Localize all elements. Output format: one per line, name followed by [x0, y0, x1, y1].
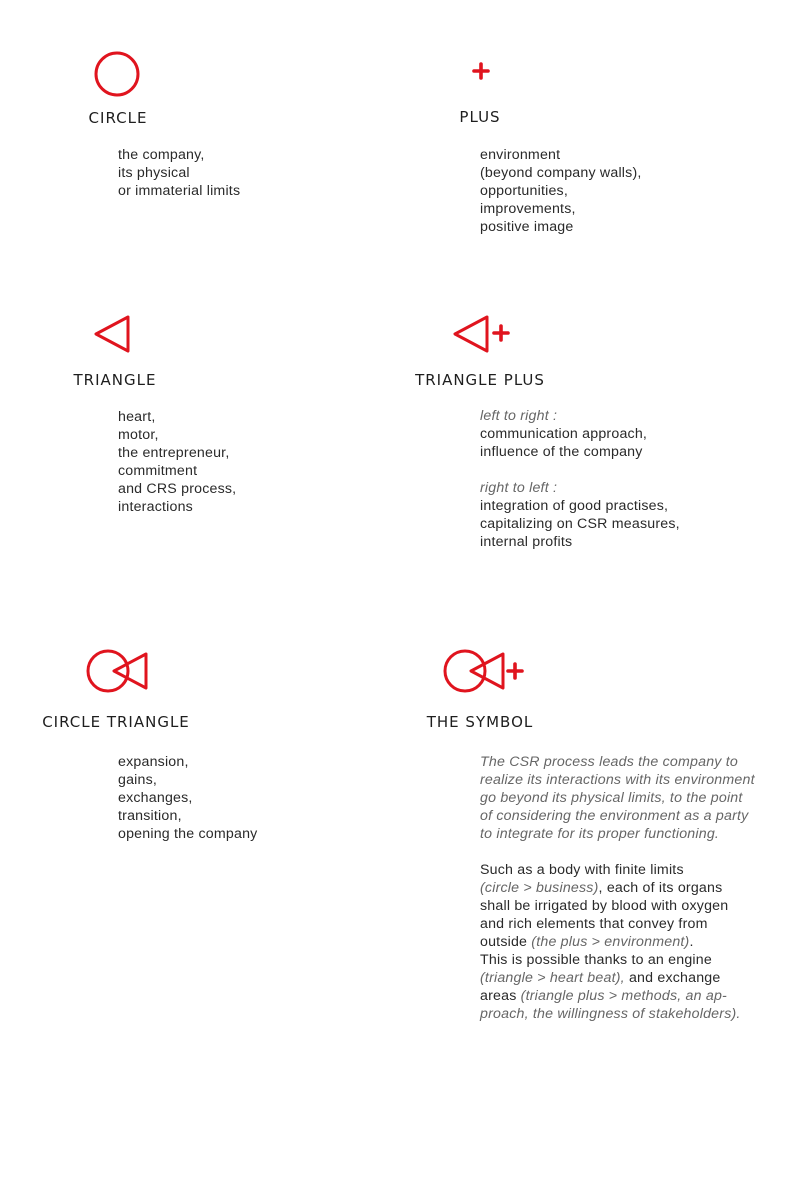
section-title-triangle-plus: TRIANGLE PLUS [415, 371, 545, 389]
section-text-symbol [480, 753, 755, 1023]
circle-icon [94, 51, 140, 97]
text-line: gains, [118, 772, 158, 788]
inline-text: areas [480, 988, 521, 1004]
direction-label-rtl: right to left : [480, 480, 558, 496]
text-line: and CRS process, [118, 481, 237, 497]
text-line: of considering the environment as a party [480, 808, 749, 824]
text-line: and rich elements that convey from [480, 916, 708, 932]
section-text-circle [118, 146, 240, 200]
paragraph-gap [480, 461, 680, 479]
inline-note: (triangle > heart beat), [480, 970, 625, 986]
text-line: or immaterial limits [118, 183, 241, 199]
section-text-triangle-plus [480, 407, 680, 551]
text-line: to integrate for its proper functioning. [480, 826, 720, 842]
section-title-circle: CIRCLE [88, 109, 148, 127]
text-line: transition, [118, 808, 182, 824]
text-line: environment [480, 147, 561, 163]
text-line: proach, the willingness of stakeholders). [480, 1006, 741, 1022]
inline-text: . [689, 934, 694, 950]
text-line: exchanges, [118, 790, 193, 806]
direction-label-ltr: left to right : [480, 408, 558, 424]
symbol-body-paragraph [480, 861, 755, 1023]
text-line [480, 987, 755, 1005]
text-line: commitment [118, 463, 198, 479]
text-line: improvements, [480, 201, 576, 217]
text-line: the entrepreneur, [118, 445, 230, 461]
section-text-circle-triangle [118, 753, 257, 843]
section-title-symbol: THE SYMBOL [426, 713, 534, 731]
text-line: go beyond its physical limits, to the point [480, 790, 743, 806]
text-line: internal profits [480, 534, 573, 550]
text-line: This is possible thanks to an engine [480, 952, 712, 968]
text-line [480, 933, 755, 951]
triangle-plus-icon [451, 314, 513, 354]
inline-note: (triangle plus > methods, an ap- [520, 988, 727, 1004]
circle-triangle-icon [86, 649, 150, 693]
section-text-plus [480, 146, 642, 236]
inline-note: (circle > business) [480, 880, 599, 896]
section-title-plus: PLUS [459, 108, 501, 126]
text-line: capitalizing on CSR measures, [480, 516, 680, 532]
text-line: its physical [118, 165, 190, 181]
text-line: The CSR process leads the company to [480, 754, 738, 770]
section-title-circle-triangle: CIRCLE TRIANGLE [42, 713, 190, 731]
inline-text: outside [480, 934, 532, 950]
text-line: communication approach, [480, 426, 648, 442]
section-title-triangle: TRIANGLE [73, 371, 157, 389]
section-text-triangle [118, 408, 236, 516]
text-line: expansion, [118, 754, 189, 770]
triangle-icon [92, 314, 134, 354]
text-line: realize its interactions with its environment [480, 772, 755, 788]
text-line: opportunities, [480, 183, 568, 199]
inline-text: , each of its organs [598, 880, 723, 896]
text-line: interactions [118, 499, 193, 515]
text-line: integration of good practises, [480, 498, 669, 514]
symbol-intro-paragraph [480, 753, 755, 843]
text-line [480, 969, 755, 987]
text-line: heart, [118, 409, 156, 425]
inline-text: and exchange [624, 970, 721, 986]
symbol-icon [443, 649, 527, 693]
text-line: the company, [118, 147, 205, 163]
inline-note: (the plus > environment) [531, 934, 690, 950]
text-line: influence of the company [480, 444, 643, 460]
text-line: shall be irrigated by blood with oxygen [480, 898, 729, 914]
text-line: Such as a body with finite limits [480, 862, 684, 878]
text-line: positive image [480, 219, 574, 235]
text-line [480, 879, 755, 897]
plus-icon [472, 62, 490, 80]
text-line: opening the company [118, 826, 258, 842]
text-line: (beyond company walls), [480, 165, 642, 181]
text-line: motor, [118, 427, 159, 443]
